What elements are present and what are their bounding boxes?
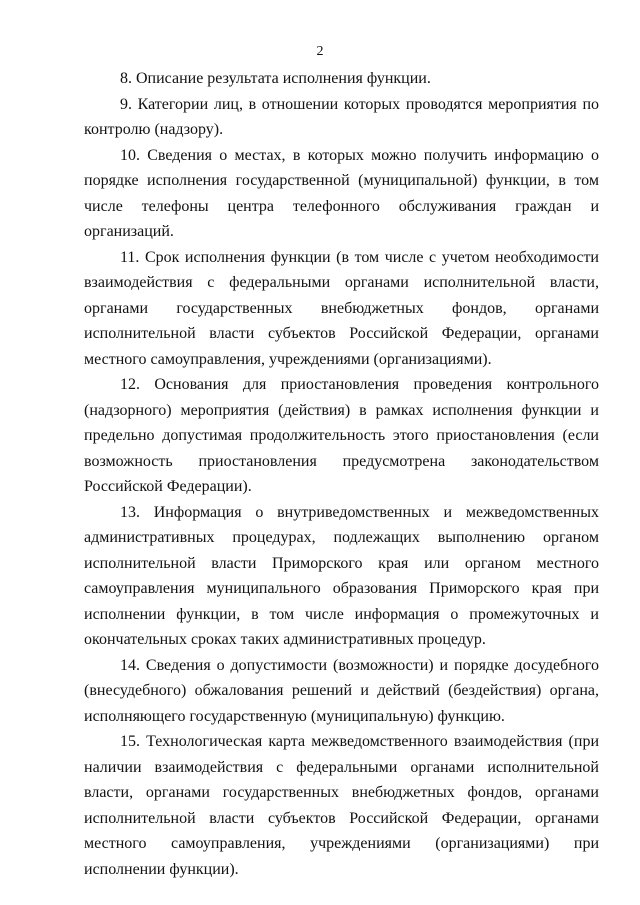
paragraph-12: 12. Основания для приостановления проведения контрольного (надзорного) мероприятия (действия) в рамках исполнения функции и предельно допустимая продолжительность этого приостановления (если возможность приостановления предусмотрена законодательством Российской Федерации). [84, 376, 599, 495]
paragraph-11: 11. Срок исполнения функции (в том числе с учетом необходимости взаимодействия с федеральными органами исполнительной власти, органами государственных внебюджетных фондов, органами исполнительной власти субъектов Российской Федерации, органами местного самоуправления, учреждениями (организациями). [84, 248, 599, 368]
paragraph-8: 8. Описание результата исполнения функции. [120, 70, 431, 87]
paragraph-13: 13. Информация о внутриведомственных и межведомственных административных процедурах, подлежащих выполнению органом исполнительной власти Приморского края или органом местного самоуправления муниципального образования Приморского края при исполнении функции, в том числе информация о промежуточных и окончательных сроках таких административных процедур. [84, 503, 599, 648]
page-number: 2 [316, 44, 324, 59]
paragraph-9: 9. Категории лиц, в отношении которых проводятся мероприятия по контролю (надзору). [84, 95, 599, 138]
paragraph-10: 10. Сведения о местах, в которых можно получить информацию о порядке исполнения государственной (муниципальной) функции, в том числе телефоны центра телефонного обслуживания граждан и организаций. [84, 146, 599, 240]
document-body [84, 66, 599, 882]
paragraph-14: 14. Сведения о допустимости (возможности) и порядке досудебного (внесудебного) обжалования решений и действий (бездействия) органа, исполняющего государственную (муниципальную) функцию. [84, 656, 599, 725]
paragraph-15: 15. Технологическая карта межведомственного взаимодействия (при наличии взаимодействия с федеральными органами исполнительной власти, органами государственных внебюджетных фондов, органами исполнительной власти субъектов Российской Федерации, органами местного самоуправления, учреждениями (организациями) при исполнении функции). [84, 733, 599, 878]
